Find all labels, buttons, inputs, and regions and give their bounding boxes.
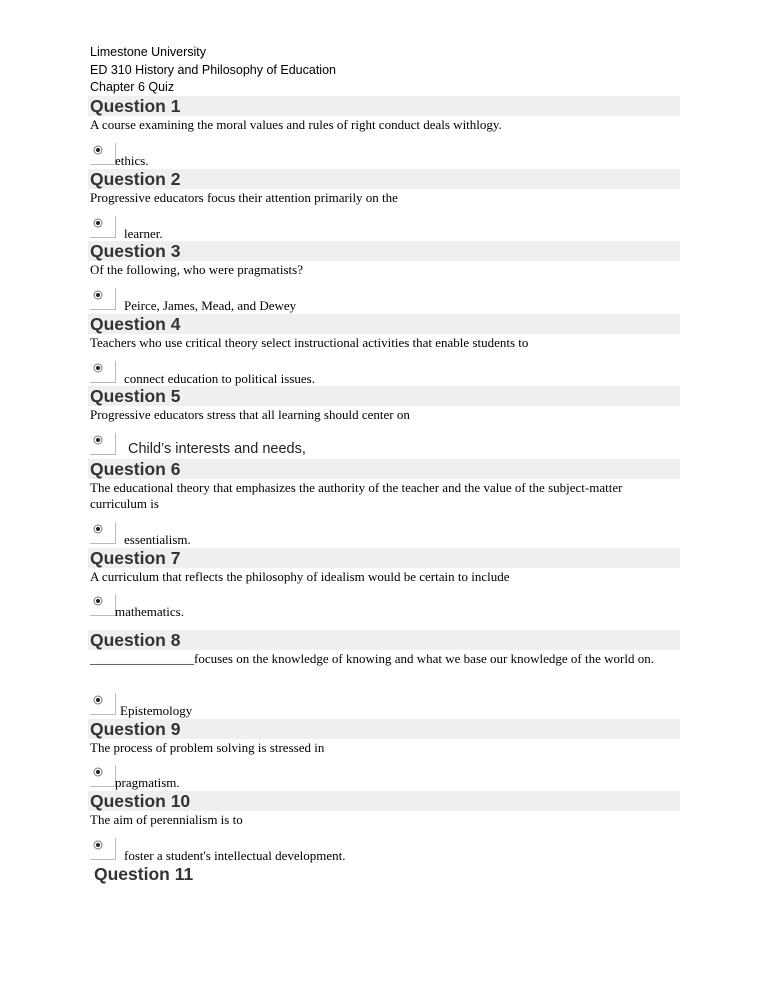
question-text: Progressive educators stress that all learning should center on	[90, 407, 410, 422]
question-text: Of the following, who were pragmatists?	[90, 262, 304, 277]
answer-radio[interactable]	[90, 693, 116, 715]
radio-selected-icon	[93, 290, 103, 300]
answer-radio[interactable]	[90, 522, 116, 544]
question-text: The aim of perennialism is to	[90, 812, 243, 827]
course-name: ED 310 History and Philosophy of Education	[90, 63, 336, 77]
answer-radio[interactable]	[90, 838, 116, 860]
question-heading: Question 1	[88, 96, 680, 116]
answer-radio[interactable]	[90, 216, 116, 238]
question-heading: Question 6	[88, 459, 680, 479]
answer-radio[interactable]	[90, 143, 116, 165]
question-heading: Question 3	[88, 241, 680, 261]
answer-radio[interactable]	[90, 765, 116, 787]
radio-selected-icon	[93, 596, 103, 606]
answer-radio[interactable]	[90, 433, 116, 455]
answer-text: Peirce, James, Mead, and Dewey	[124, 298, 297, 313]
question-heading: Question 9	[88, 719, 680, 739]
question-heading: Question 10	[88, 791, 680, 811]
question-heading: Question 5	[88, 386, 680, 406]
answer-text: ethics.	[115, 153, 149, 168]
question-text: ________________focuses on the knowledge of knowing and what we base our knowledge of the world on.	[90, 651, 654, 666]
question-heading: Question 4	[88, 314, 680, 334]
question-heading: Question 7	[88, 548, 680, 568]
question-heading: Question 8	[88, 630, 680, 650]
radio-selected-icon	[93, 767, 103, 777]
radio-selected-icon	[93, 218, 103, 228]
question-text: A curriculum that reflects the philosophy of idealism would be certain to include	[90, 569, 510, 584]
answer-radio[interactable]	[90, 594, 116, 616]
question-text: Progressive educators focus their attention primarily on the	[90, 190, 398, 205]
answer-text: connect education to political issues.	[124, 371, 315, 386]
answer-radio[interactable]	[90, 361, 116, 383]
radio-selected-icon	[93, 524, 103, 534]
question-text: Teachers who use critical theory select instructional activities that enable students to	[90, 335, 529, 350]
answer-radio[interactable]	[90, 288, 116, 310]
radio-selected-icon	[93, 840, 103, 850]
radio-selected-icon	[93, 363, 103, 373]
answer-text: mathematics.	[115, 604, 184, 619]
question-heading: Question 11	[94, 864, 194, 884]
university-name: Limestone University	[90, 45, 207, 59]
question-heading: Question 2	[88, 169, 680, 189]
radio-selected-icon	[93, 435, 103, 445]
question-text: The process of problem solving is stressed in	[90, 740, 325, 755]
quiz-title: Chapter 6 Quiz	[90, 80, 175, 94]
answer-text: Epistemology	[120, 703, 193, 718]
radio-selected-icon	[93, 145, 103, 155]
question-text: A course examining the moral values and rules of right conduct deals withlogy.	[90, 117, 502, 132]
answer-text: learner.	[124, 226, 163, 241]
question-text: The educational theory that emphasizes the authority of the teacher and the value of the subject-matter curriculum is	[90, 480, 623, 511]
answer-text: essentialism.	[124, 532, 191, 547]
answer-text: foster a student's intellectual development.	[124, 848, 346, 863]
answer-text: Child’s interests and needs,	[128, 441, 306, 457]
answer-text: pragmatism.	[115, 775, 180, 790]
radio-selected-icon	[93, 695, 103, 705]
